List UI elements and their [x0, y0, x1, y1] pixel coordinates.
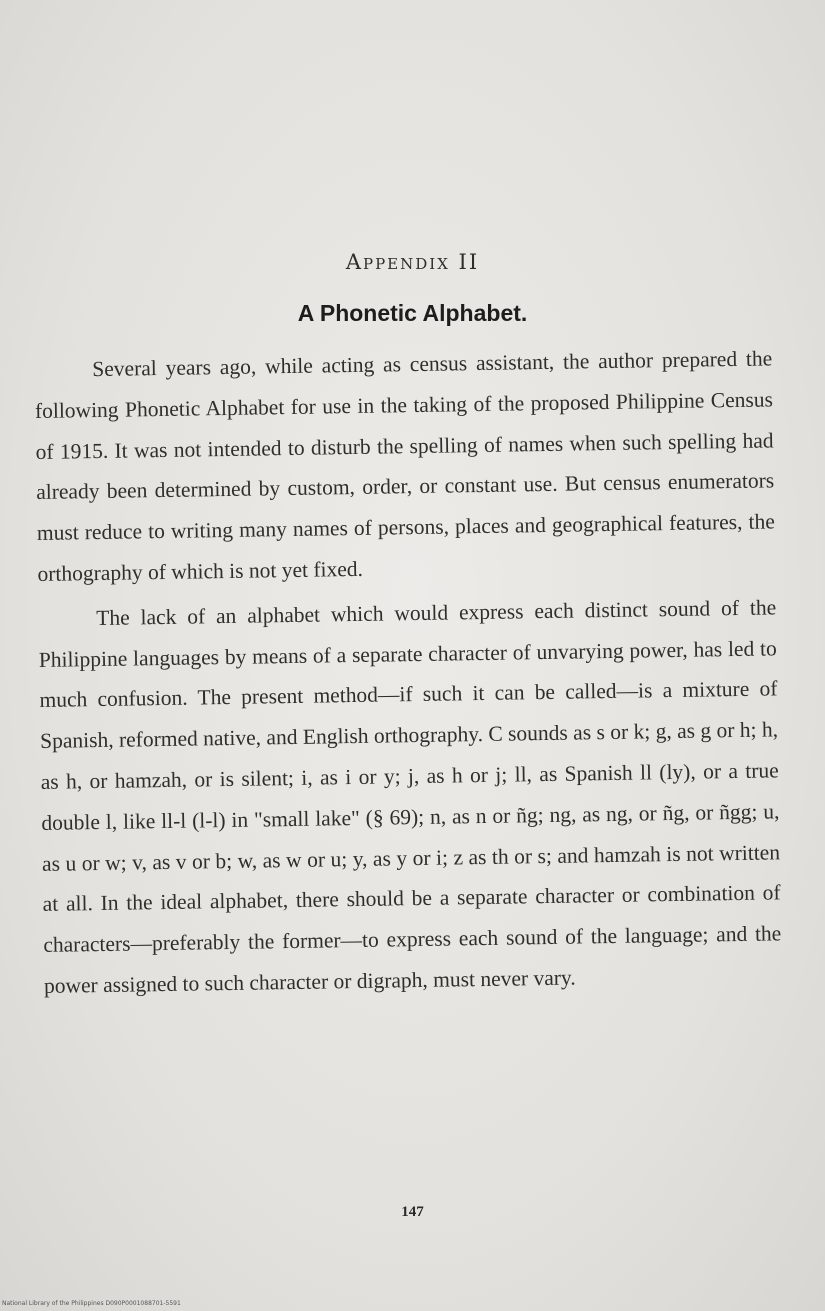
page-number: 147 — [401, 1204, 424, 1220]
paragraph-1: Several years ago, while acting as census assistant, the author prepared the following Phonetic Alphabet for use in the taking of the proposed Philippine Census of 1915. It was not intended to disturb the spelling of names when such spelling had already been determined by custom, order, or constant use. But census enumerators must reduce to writing many names of persons, places and geographical features, the orthography of which is not yet fixed. — [34, 346, 775, 586]
chapter-title: A Phonetic Alphabet. — [297, 300, 528, 326]
appendix-heading: Appendix II — [345, 250, 480, 274]
body-text — [34, 338, 782, 1006]
paragraph-2: The lack of an alphabet which would express each distinct sound of the Philippine languages by means of a separate character of unvarying power, has led to much confusion. The present method—if such it can be called—is a mixture of Spanish, reformed native, and English orthography. C sounds as s or k; g, as g or h; h, as h, or hamzah, or is silent; i, as i or y; j, as h or j; ll, as Spanish ll (ly), or a true double l, like ll-l (l-l) in "small lake" (§ 69); n, as n or ñg; ng, as ng, or ñg, or ñgg; u, as u or w; v, as v or b; w, as w or u; y, as y or i; z as th or s; and hamzah is not written at all. In the ideal alphabet, there should be a separate character or combination of characters—preferably the former—to express each sound of the language; and the power assigned to such character or digraph, must never vary. — [38, 595, 782, 998]
library-watermark: National Library of the Philippines D090P0001088701-5591 — [2, 1300, 181, 1307]
